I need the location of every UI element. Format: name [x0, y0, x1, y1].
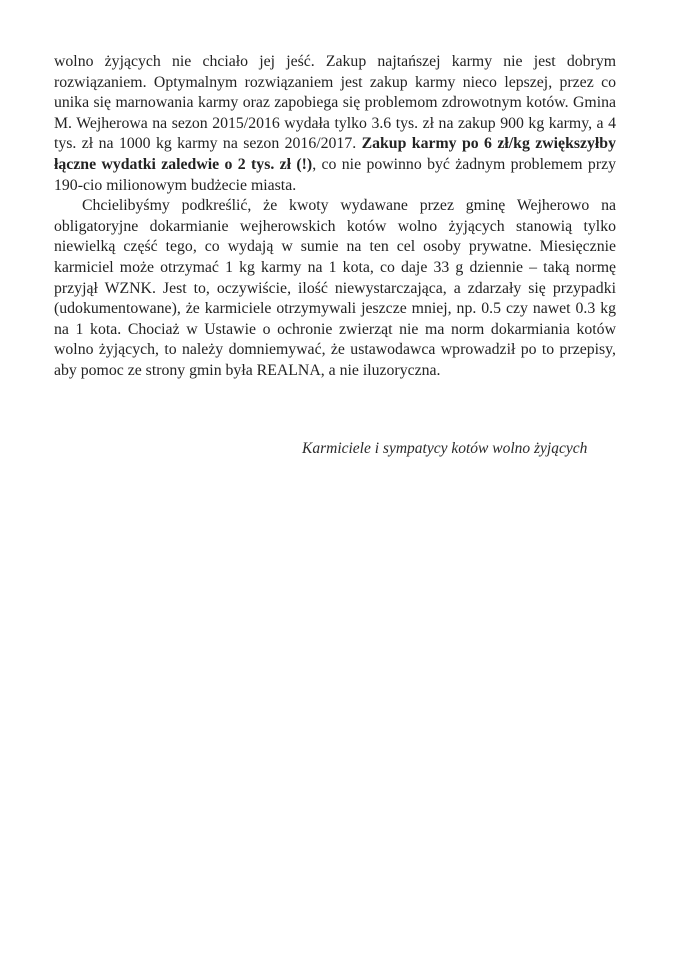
paragraph-continuation	[54, 52, 616, 196]
paragraph-text-segment: wolno żyjących nie chciało jej jeść. Zakup najtańszej karmy nie jest dobrym rozwiązaniem. Optymalnym rozwiązaniem jest zakup karmy nieco lepszej, przez co unika się marnowania karmy oraz zapobiega się problemom zdrowotnym kotów. Gmina M. Wejherowa na sezon 2015/2016 wydała tylko 3.6 tys. zł na zakup 900 kg karmy, a 4 tys. zł na 1000 kg karmy na sezon 2016/2017.	[54, 53, 616, 153]
signature-line: Karmiciele i sympatycy kotów wolno żyjących	[302, 440, 588, 457]
paragraph-text-segment: , co nie powinno być żadnym problemem przy 190-cio milionowym budżecie miasta.	[54, 155, 616, 194]
bold-emphasis-text: Zakup karmy po 6 zł/kg zwiększyłby łączne wydatki zaledwie o 2 tys. zł (!)	[54, 135, 616, 173]
body-text-block	[54, 52, 616, 382]
paragraph-second: Chcielibyśmy podkreślić, że kwoty wydawane przez gminę Wejherowo na obligatoryjne dokarmianie wejherowskich kotów wolno żyjących stanowią tylko niewielką część tego, co wydają w sumie na ten cel osoby prywatne. Miesięcznie karmiciel może otrzymać 1 kg karmy na 1 kota, co daje 33 g dziennie – taką normę przyjął WZNK. Jest to, oczywiście, ilość niewystarczająca, a zdarzały się przypadki (udokumentowane), że karmiciele otrzymywali jeszcze mniej, np. 0.5 czy nawet 0.3 kg na 1 kota. Chociaż w Ustawie o ochronie zwierząt nie ma norm dokarmiania kotów wolno żyjących, to należy domniemywać, że ustawodawca wprowadził po to przepisy, aby pomoc ze strony gmin była REALNA, a nie iluzoryczna.	[54, 197, 616, 379]
